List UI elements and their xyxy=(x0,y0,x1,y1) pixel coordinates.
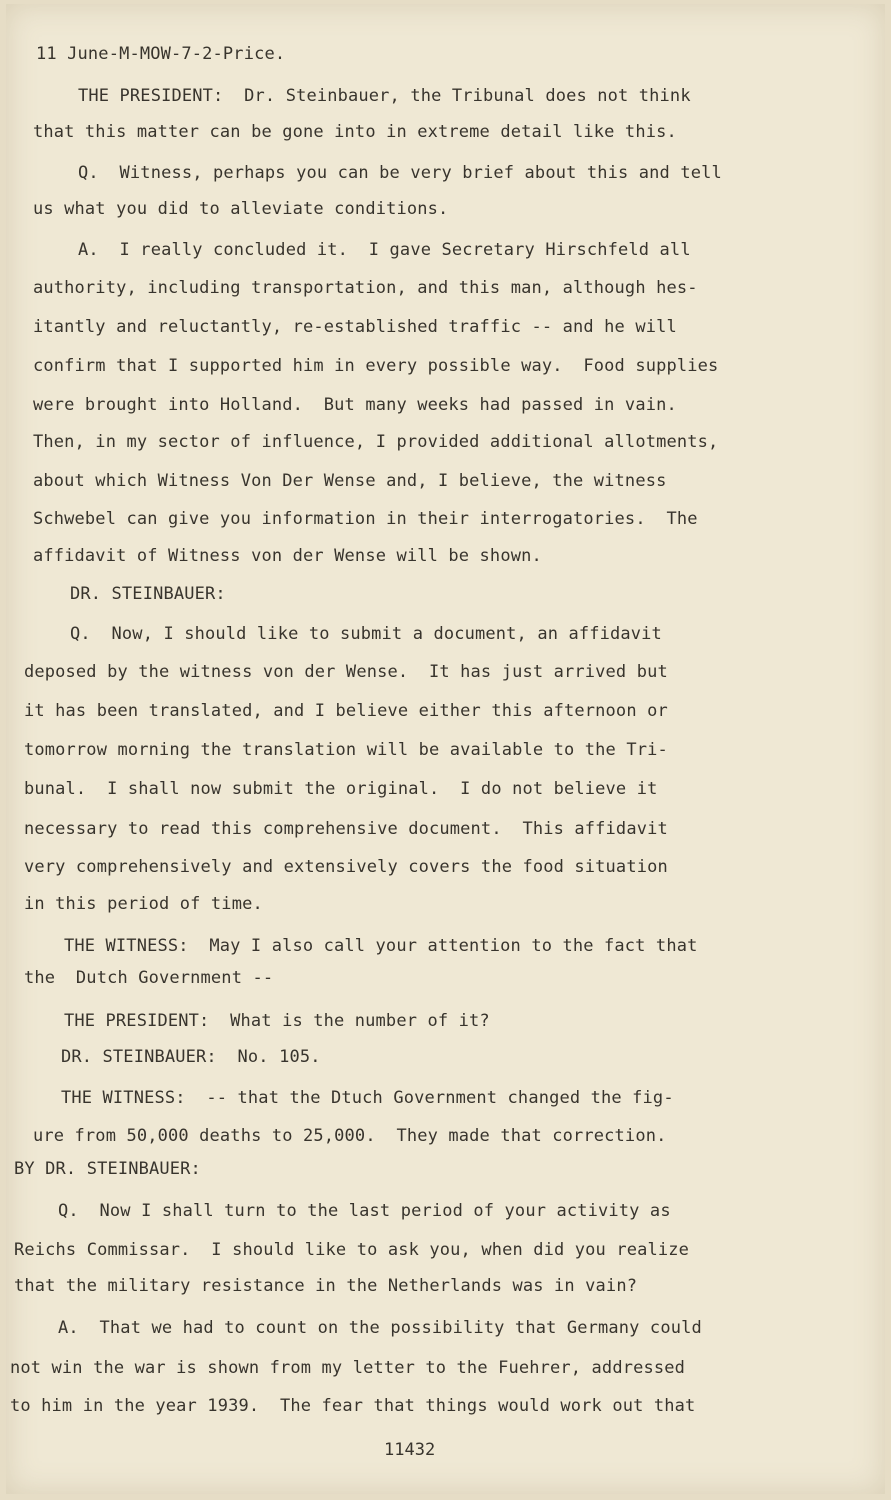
text-line: A. That we had to count on the possibility that Germany could xyxy=(58,1318,702,1338)
text-line: to him in the year 1939. The fear that things would work out that xyxy=(10,1396,696,1416)
text-line: Reichs Commissar. I should like to ask you, when did you realize xyxy=(14,1240,690,1260)
text-line: the Dutch Government -- xyxy=(24,968,274,988)
speaker-label: BY DR. STEINBAUER: xyxy=(14,1159,201,1179)
text-line: ure from 50,000 deaths to 25,000. They made that correction. xyxy=(33,1126,667,1146)
text-line: us what you did to alleviate conditions. xyxy=(33,199,449,219)
text-line: Q. Now I shall turn to the last period of your activity as xyxy=(58,1201,671,1221)
text-line: THE PRESIDENT: What is the number of it? xyxy=(64,1011,490,1031)
document-page xyxy=(6,4,885,1494)
text-line: affidavit of Witness von der Wense will be shown. xyxy=(33,546,542,566)
text-line: itantly and reluctantly, re-established traffic -- and he will xyxy=(33,317,677,337)
text-line: tomorrow morning the translation will be available to the Tri- xyxy=(24,740,668,760)
text-line: Q. Witness, perhaps you can be very brief about this and tell xyxy=(78,163,722,183)
text-line: THE WITNESS: -- that the Dtuch Government changed the fig- xyxy=(61,1088,674,1108)
text-line: Then, in my sector of influence, I provided additional allotments, xyxy=(33,432,719,452)
text-line: about which Witness Von Der Wense and, I believe, the witness xyxy=(33,471,667,491)
speaker-label: DR. STEINBAUER: xyxy=(70,584,226,604)
text-line: THE WITNESS: May I also call your attention to the fact that xyxy=(64,936,698,956)
page-number: 11432 xyxy=(384,1440,436,1460)
page-header: 11 June-M-MOW-7-2-Price. xyxy=(36,44,286,64)
text-line: not win the war is shown from my letter to the Fuehrer, addressed xyxy=(10,1358,686,1378)
text-line: A. I really concluded it. I gave Secretary Hirschfeld all xyxy=(78,240,691,260)
text-line: were brought into Holland. But many weeks had passed in vain. xyxy=(33,395,677,415)
text-line: deposed by the witness von der Wense. It has just arrived but xyxy=(24,662,668,682)
text-line: necessary to read this comprehensive document. This affidavit xyxy=(24,819,668,839)
text-line: DR. STEINBAUER: No. 105. xyxy=(61,1047,321,1067)
text-line: bunal. I shall now submit the original. I do not believe it xyxy=(24,779,658,799)
text-line: confirm that I supported him in every possible way. Food supplies xyxy=(33,356,719,376)
text-line: that this matter can be gone into in extreme detail like this. xyxy=(33,122,677,142)
text-line: authority, including transportation, and this man, although hes- xyxy=(33,278,698,298)
text-line: THE PRESIDENT: Dr. Steinbauer, the Tribunal does not think xyxy=(78,86,691,106)
text-line: very comprehensively and extensively covers the food situation xyxy=(24,857,668,877)
text-line: Schwebel can give you information in their interrogatories. The xyxy=(33,509,698,529)
text-line: Q. Now, I should like to submit a document, an affidavit xyxy=(70,624,662,644)
text-line: it has been translated, and I believe either this afternoon or xyxy=(24,701,668,721)
text-line: in this period of time. xyxy=(24,894,263,914)
text-line: that the military resistance in the Netherlands was in vain? xyxy=(14,1276,638,1296)
